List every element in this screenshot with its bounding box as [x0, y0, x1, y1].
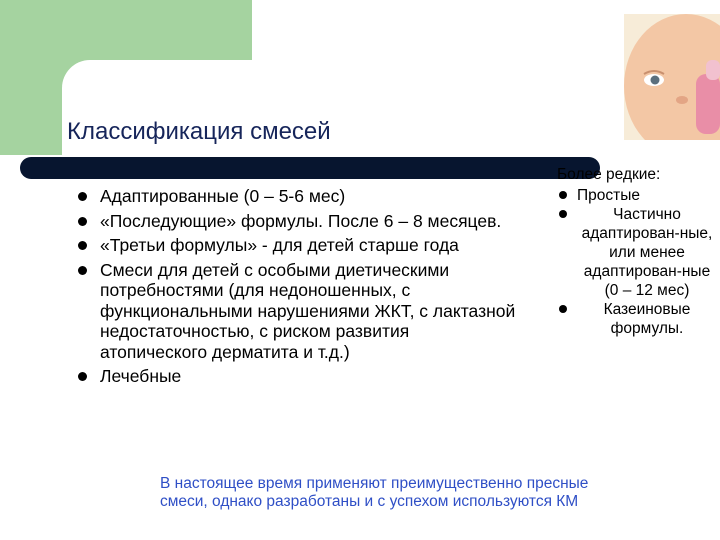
title-divider-bar: [20, 157, 600, 179]
decorative-title-card: [62, 60, 262, 120]
list-item-text: Лечебные: [100, 366, 182, 386]
decorative-green-strip: [0, 92, 62, 155]
bullet-icon: [78, 192, 87, 201]
bullet-icon: [78, 266, 87, 275]
list-item-text: «Последующие» формулы. После 6 – 8 месяцев.: [100, 210, 502, 231]
list-item: [557, 205, 717, 300]
rare-formulas-list: [557, 186, 717, 338]
list-item-text: Простые: [577, 187, 640, 204]
list-item: [557, 186, 717, 205]
bullet-icon: [78, 241, 87, 250]
bullet-icon: [78, 372, 87, 381]
list-item: [78, 235, 518, 256]
bullet-icon: [559, 210, 567, 218]
list-item-text: Адаптированные (0 – 5-6 мес): [100, 186, 346, 206]
list-item: [78, 366, 518, 387]
bullet-icon: [78, 217, 87, 226]
slide-title: Классификация смесей: [67, 118, 331, 145]
list-item: [78, 211, 518, 232]
list-item-text: Смеси для детей с особыми диетическими потребностями (для недоношенных, с функциональными нарушениями ЖКТ, с лактазной недостаточностью, с риском развития атопического дерматита и т.д.): [100, 259, 516, 362]
list-item-text: Казеиновые формулы.: [603, 301, 691, 337]
rare-formulas-heading: Более редкие:: [557, 166, 661, 183]
footnote-text: В настоящее время применяют преимущественно пресные смеси, однако разработаны и с успехом используются КМ: [160, 475, 589, 510]
list-item: [78, 260, 518, 363]
list-item: [557, 300, 717, 338]
list-item: [78, 186, 518, 207]
list-item-text: Частично адаптирован-ные, или менее адаптирован-ные (0 – 12 мес): [581, 206, 713, 299]
list-item-text: «Третьи формулы» - для детей старше года: [100, 235, 459, 255]
baby-photo: [624, 14, 720, 140]
formula-types-list: [78, 186, 518, 391]
bullet-icon: [559, 305, 567, 313]
bullet-icon: [559, 191, 567, 199]
